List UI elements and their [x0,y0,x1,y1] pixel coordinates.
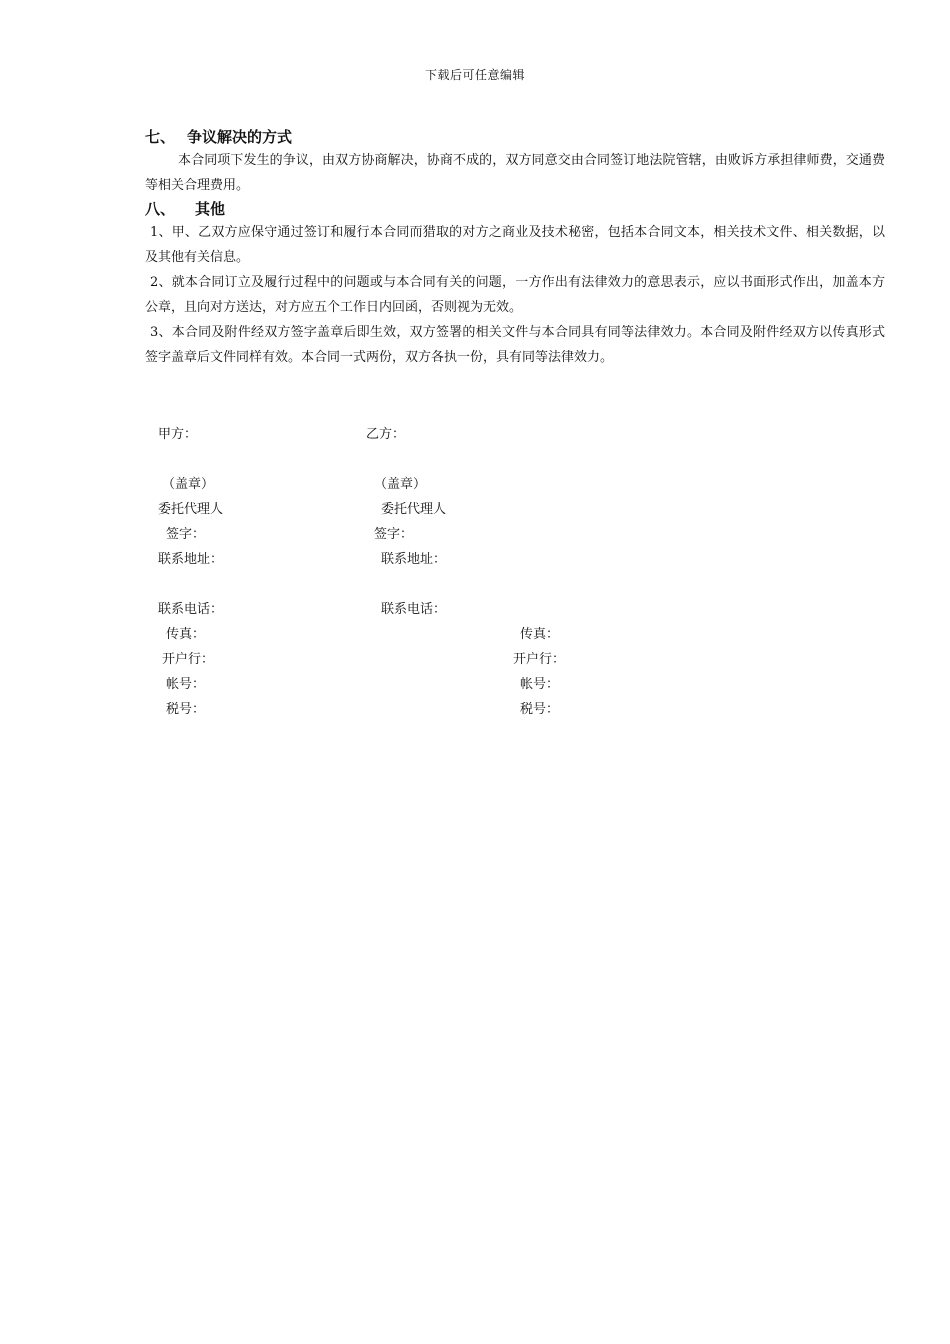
party-a-bank: 开户行： [162,652,215,667]
section-7-title: 争议解决的方式 [187,128,293,146]
party-a-phone: 联系电话： [158,602,224,617]
contract-body [145,126,885,370]
party-a-account: 帐号： [166,677,206,692]
party-b-tax-id: 税号： [520,702,560,717]
section-7-paragraph: 本合同项下发生的争议，由双方协商解决，协商不成的，双方同意交由合同签订地法院管辖，由败诉方承担律师费，交通费等相关合理费用。 [145,153,885,193]
section-8-title: 其他 [195,200,226,218]
section-8-item-1: 1、甲、乙双方应保守通过签订和履行本合同而猎取的对方之商业及技术秘密，包括本合同文本，相关技术文件、相关数据，以及其他有关信息。 [145,225,885,265]
section-8-item-3: 3、本合同及附件经双方签字盖章后即生效，双方签署的相关文件与本合同具有同等法律效力。本合同及附件经双方以传真形式签字盖章后文件同样有效。本合同一式两份，双方各执一份，具有同等法律效力。 [145,325,885,365]
party-b-label: 乙方： [366,427,406,442]
section-7-heading [145,126,885,148]
header-note: 下载后可任意编辑 [424,68,525,82]
party-a-agent: 委托代理人 [158,502,224,517]
party-b-seal: （盖章） [374,477,427,492]
party-a-address: 联系地址： [158,552,224,567]
party-a-fax: 传真： [166,627,206,642]
section-8-heading [145,198,885,220]
party-b-bank: 开户行： [513,652,566,667]
party-b-address: 联系地址： [381,552,447,567]
party-a-tax-id: 税号： [166,702,206,717]
party-b-account: 帐号： [520,677,560,692]
party-b-agent: 委托代理人 [381,502,447,517]
party-b-phone: 联系电话： [381,602,447,617]
party-a-label: 甲方： [158,427,198,442]
section-7-number: 七、 [145,128,176,146]
party-b-fax: 传真： [520,627,560,642]
section-8-item-2: 2、就本合同订立及履行过程中的问题或与本合同有关的问题，一方作出有法律效力的意思表示，应以书面形式作出，加盖本方公章，且向对方送达，对方应五个工作日内回函，否则视为无效。 [145,275,885,315]
section-8-number: 八、 [145,200,176,218]
party-a-seal: （盖章） [162,477,215,492]
party-a-signature: 签字： [166,527,206,542]
party-b-signature: 签字： [374,527,414,542]
